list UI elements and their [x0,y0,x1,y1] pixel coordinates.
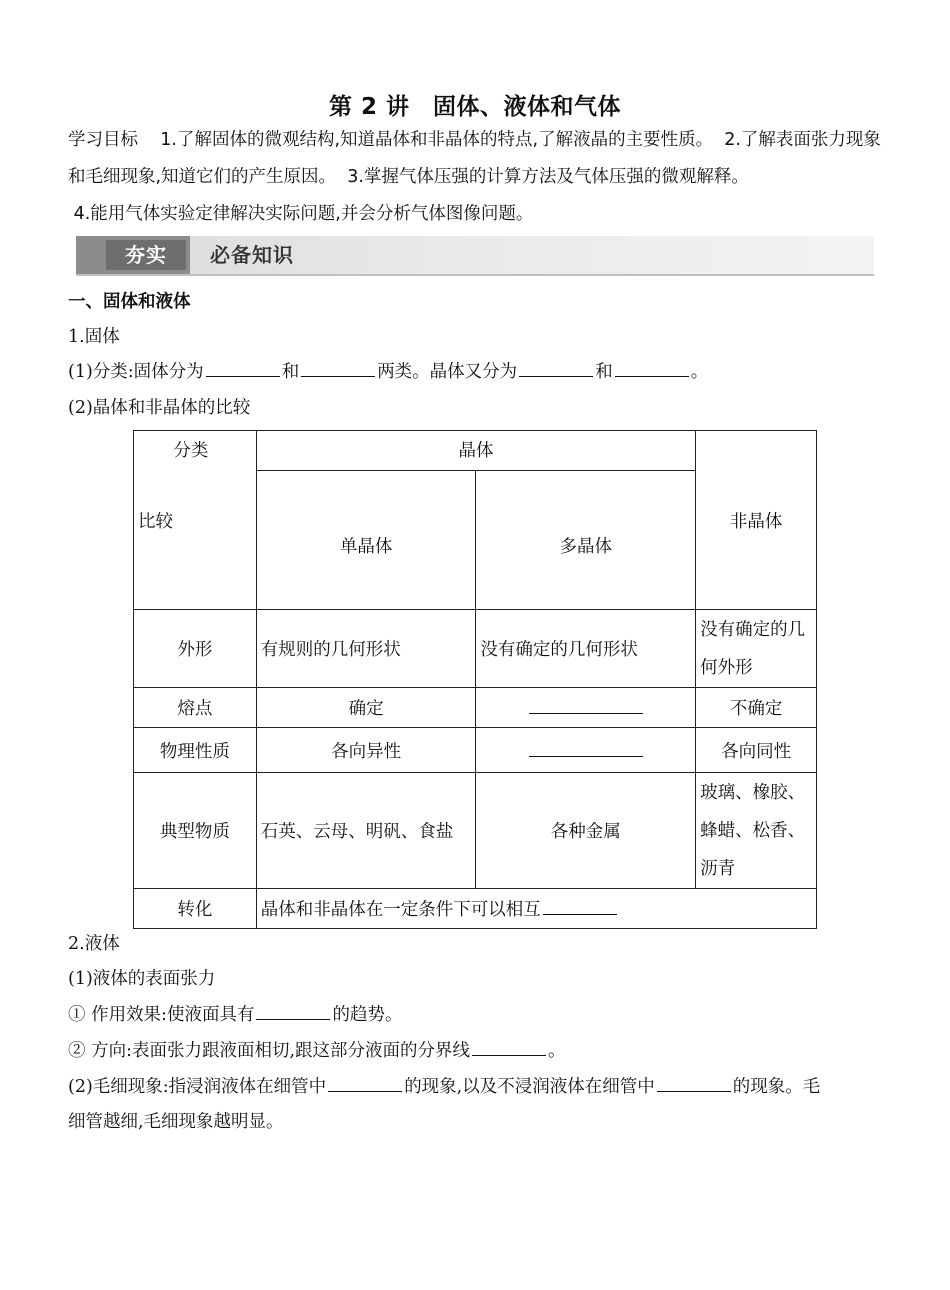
table-row [134,728,817,773]
tension-heading: (1)液体的表面张力 [68,969,216,989]
crystal-header: 晶体 [256,431,695,471]
goals-label: 学习目标 [68,130,138,150]
goal-item: 2.了解表面张力现象和毛细现象,知道它们的产生原因。 [68,130,881,187]
text-run: 的现象。毛 [732,1077,821,1097]
page-title: 第 2 讲 固体、液体和气体 [328,94,622,120]
fill-blank[interactable] [301,358,375,377]
fill-blank[interactable] [328,1073,402,1092]
text-run: (2)毛细现象:指浸润液体在细管中 [68,1077,327,1097]
cell: 玻璃、橡胶、蜂蜡、松香、沥青 [696,773,817,889]
row-label: 外形 [134,610,257,688]
row-label: 转化 [134,889,257,929]
cell: 石英、云母、明矾、食盐 [256,773,476,889]
effect-line [68,1001,402,1026]
fill-blank[interactable] [519,358,593,377]
text-run: ② 方向:表面张力跟液面相切,跟这部分液面的分界线 [68,1041,471,1061]
text-run: 两类。晶体又分为 [377,362,518,382]
poly-crystal-header: 多晶体 [476,471,696,610]
solid-heading: 1.固体 [68,327,120,347]
text-run: 。 [548,1041,566,1061]
liquid-heading: 2.液体 [68,934,120,954]
compare-heading: (2)晶体和非晶体的比较 [68,398,251,418]
fill-blank[interactable] [543,896,617,915]
cell: 不确定 [696,688,817,728]
blank-cell [476,728,696,773]
comparison-table [133,430,817,929]
goal-item: 4.能用气体实验定律解决实际问题,并会分析气体图像问题。 [73,204,534,224]
corner-bottom-label: 比较 [138,512,173,532]
row-label: 熔点 [134,688,257,728]
text-run: ① 作用效果:使液面具有 [68,1005,255,1025]
text-run: 和 [281,362,300,382]
cell: 各向异性 [256,728,476,773]
row-label: 物理性质 [134,728,257,773]
table-row [134,688,817,728]
text-run: 和 [595,362,613,382]
capillary-line-2: 细管越细,毛细现象越明显。 [68,1112,284,1132]
banner-right-label: 必备知识 [210,243,294,267]
text-run: (1)分类:固体分为 [68,362,204,382]
transform-text: 晶体和非晶体在一定条件下可以相互 [260,900,541,920]
goal-item: 1.了解固体的微观结构,知道晶体和非晶体的特点,了解液晶的主要性质。 [160,130,714,150]
text-run: 的趋势。 [332,1005,403,1025]
cell: 没有确定的几何形状 [476,610,696,688]
learning-goals [68,122,888,233]
text-run: 的现象,以及不浸润液体在细管中 [404,1077,655,1097]
goal-item: 3.掌握气体压强的计算方法及气体压强的微观解释。 [347,167,749,187]
cell: 确定 [256,688,476,728]
capillary-line [68,1073,820,1098]
table-row [134,610,817,688]
fill-blank[interactable] [529,695,643,714]
table-row [134,773,817,889]
fill-blank[interactable] [615,358,689,377]
cell: 没有确定的几何外形 [696,610,817,688]
cell: 有规则的几何形状 [256,610,476,688]
cell: 各向同性 [696,728,817,773]
blank-cell [476,688,696,728]
banner-left-label: 夯实 [106,240,186,270]
table-row [134,889,817,929]
single-crystal-header: 单晶体 [256,471,476,610]
direction-line [68,1037,566,1062]
fill-blank[interactable] [206,358,280,377]
row-label: 典型物质 [134,773,257,889]
classify-line [68,358,708,383]
fill-blank[interactable] [472,1037,546,1056]
cell: 各种金属 [476,773,696,889]
fill-blank[interactable] [529,738,643,757]
fill-blank[interactable] [256,1001,330,1020]
fill-blank[interactable] [657,1073,731,1092]
text-run: 。 [690,362,709,382]
section-heading: 一、固体和液体 [68,292,191,312]
amorphous-header: 非晶体 [696,431,817,610]
corner-cell [134,431,257,610]
section-banner [76,236,874,276]
corner-top-label: 分类 [173,441,209,461]
banner-left-block [76,236,190,274]
transform-cell [256,889,816,929]
